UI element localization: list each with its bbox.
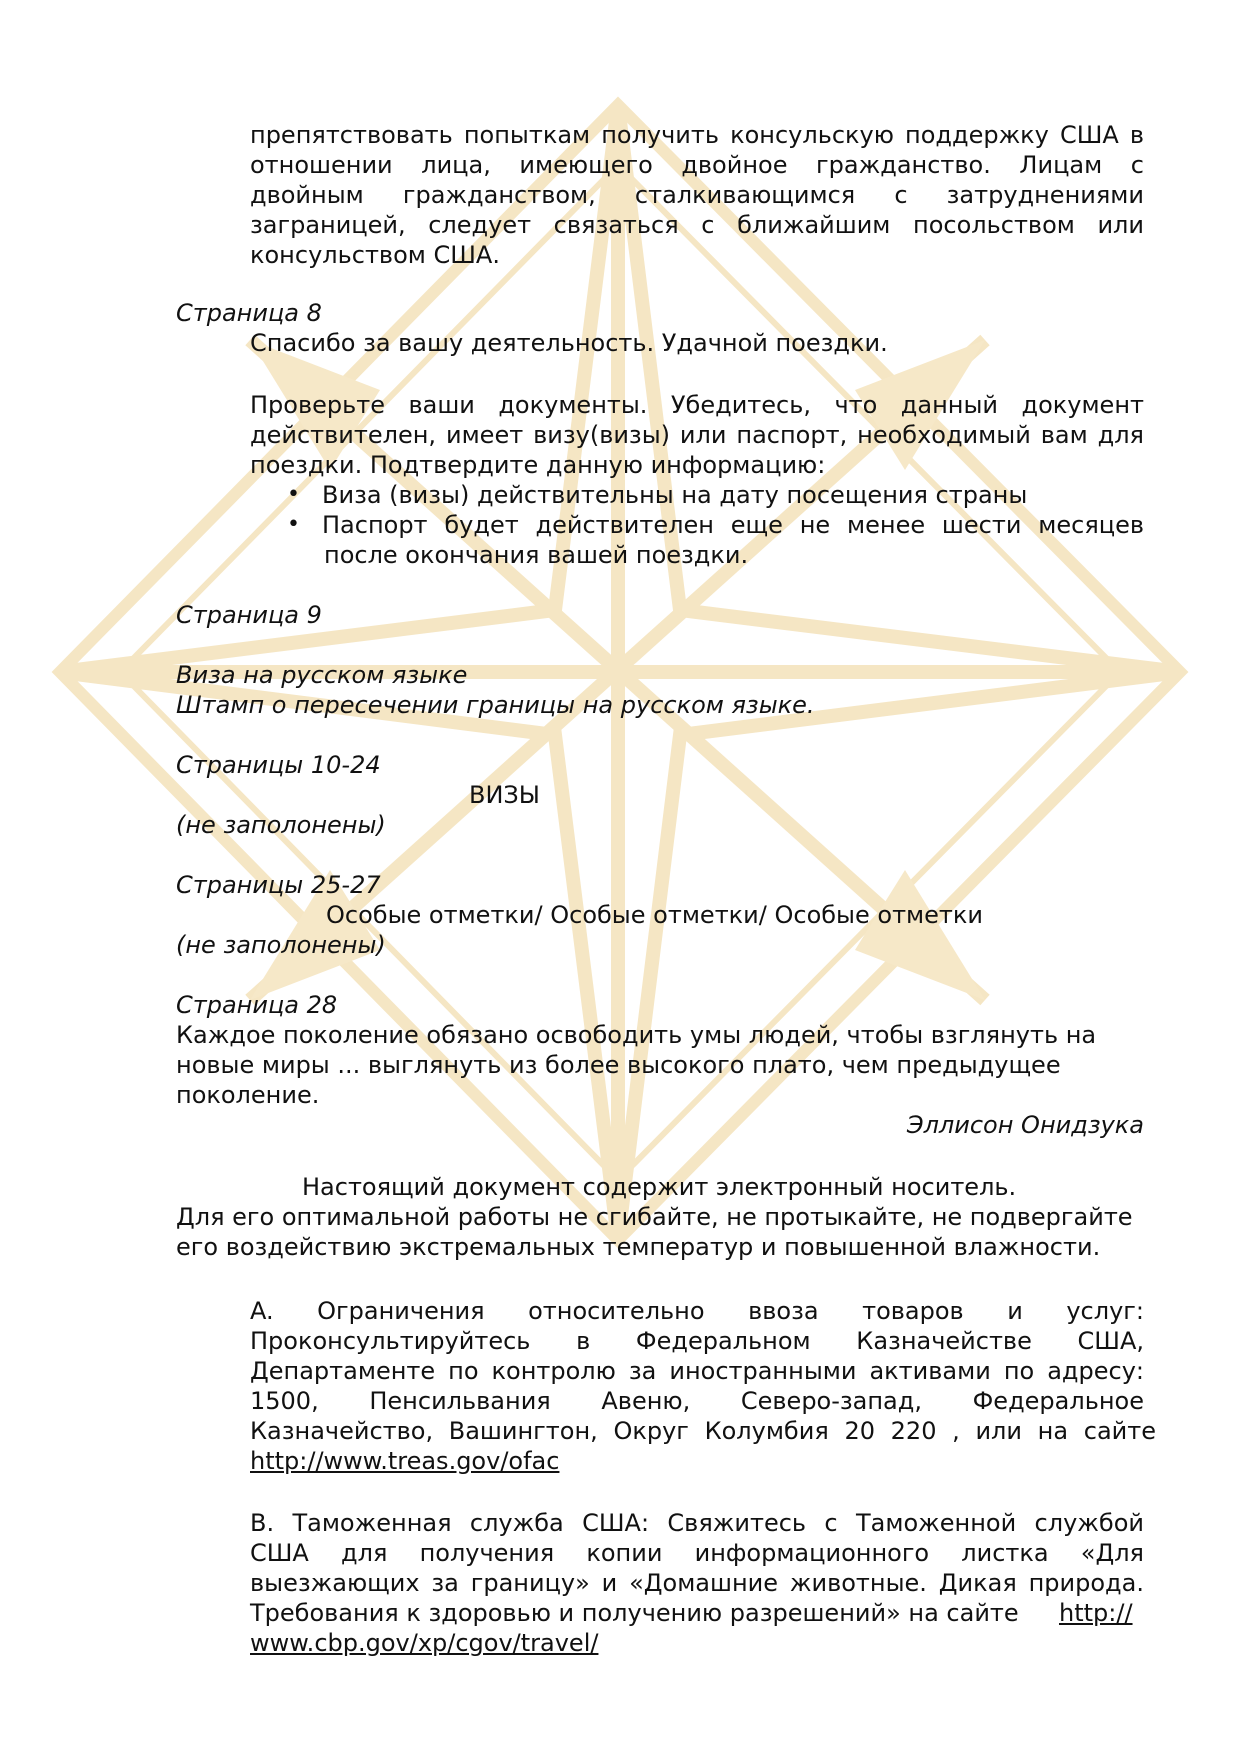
paragraph-line: Казначейство, Вашингтон, Округ Колумбия 20 220 , или на сайте	[250, 1417, 1156, 1445]
bullet-item: Паспорт будет действителен еще не менее шести месяцев	[322, 511, 1144, 539]
bullet-marker: •	[287, 512, 300, 537]
paragraph-line: действителен, имеет визу(визы) или паспорт, необходимый вам для	[250, 421, 1144, 449]
paragraph-line: Требования к здоровью и получению разрешений» на сайте	[250, 1599, 1019, 1627]
paragraph-line: Проверьте ваши документы. Убедитесь, что данный документ	[250, 391, 1144, 419]
special-marks-title: Особые отметки/ Особые отметки/ Особые отметки	[326, 901, 983, 929]
customs-link-part1[interactable]: http://	[1059, 1599, 1133, 1627]
paragraph-line: Департаменте по контролю за иностранными активами по адресу:	[250, 1357, 1144, 1385]
paragraph-line: США для получения копии информационного листка «Для	[250, 1539, 1144, 1567]
section-heading: Страница 9	[176, 601, 322, 629]
paragraph-line: B. Таможенная служба США: Свяжитесь с Таможенной службой	[250, 1509, 1144, 1537]
section-heading: Страницы 10-24	[176, 751, 381, 779]
stamp-line: Штамп о пересечении границы на русском языке.	[176, 691, 815, 719]
section-heading: Страница 28	[176, 991, 338, 1019]
notice-line: его воздействию экстремальных температур и повышенной влажности.	[176, 1233, 1101, 1261]
bullet-marker: •	[287, 482, 300, 507]
paragraph-line: поездки. Подтвердите данную информацию:	[250, 451, 826, 479]
empty-note: (не заполонены)	[176, 931, 386, 959]
bullet-item: Виза (визы) действительны на дату посещения страны	[322, 481, 1028, 509]
notice-line: Настоящий документ содержит электронный носитель.	[302, 1173, 1017, 1201]
paragraph-line: отношении лица, имеющего двойное гражданство. Лицам с	[250, 151, 1144, 179]
paragraph-line: двойным гражданством, сталкивающимся с затруднениями	[250, 181, 1144, 209]
paragraph-line: консульством США.	[250, 241, 500, 269]
quote-line: Каждое поколение обязано освободить умы людей, чтобы взглянуть на	[176, 1021, 1097, 1049]
paragraph-line: препятствовать попыткам получить консульскую поддержку США в	[250, 121, 1144, 149]
empty-note: (не заполонены)	[176, 811, 386, 839]
visa-line: Виза на русском языке	[176, 661, 468, 689]
section-heading: Страницы 25-27	[176, 871, 381, 899]
quote-author: Эллисон Онидзука	[906, 1111, 1144, 1139]
paragraph-line: A. Ограничения относительно ввоза товаров и услуг:	[250, 1297, 1144, 1325]
quote-line: поколение.	[176, 1081, 320, 1109]
section-heading: Страница 8	[176, 299, 322, 327]
paragraph-line: Проконсультируйтесь в Федеральном Казначействе США,	[250, 1327, 1144, 1355]
visas-title: ВИЗЫ	[469, 781, 540, 809]
quote-line: новые миры ... выглянуть из более высокого плато, чем предыдущее	[176, 1051, 1061, 1079]
thanks-line: Спасибо за вашу деятельность. Удачной поездки.	[250, 329, 888, 357]
paragraph-line: 1500, Пенсильвания Авеню, Северо-запад, Федеральное	[250, 1387, 1144, 1415]
treasury-link[interactable]: http://www.treas.gov/ofac	[250, 1447, 560, 1475]
customs-link-part2[interactable]: www.cbp.gov/xp/cgov/travel/	[250, 1629, 599, 1657]
bullet-item: после окончания вашей поездки.	[324, 541, 749, 569]
paragraph-line: выезжающих за границу» и «Домашние животные. Дикая природа.	[250, 1569, 1144, 1597]
notice-line: Для его оптимальной работы не сгибайте, не протыкайте, не подвергайте	[176, 1203, 1133, 1231]
paragraph-line: заграницей, следует связаться с ближайшим посольством или	[250, 211, 1144, 239]
